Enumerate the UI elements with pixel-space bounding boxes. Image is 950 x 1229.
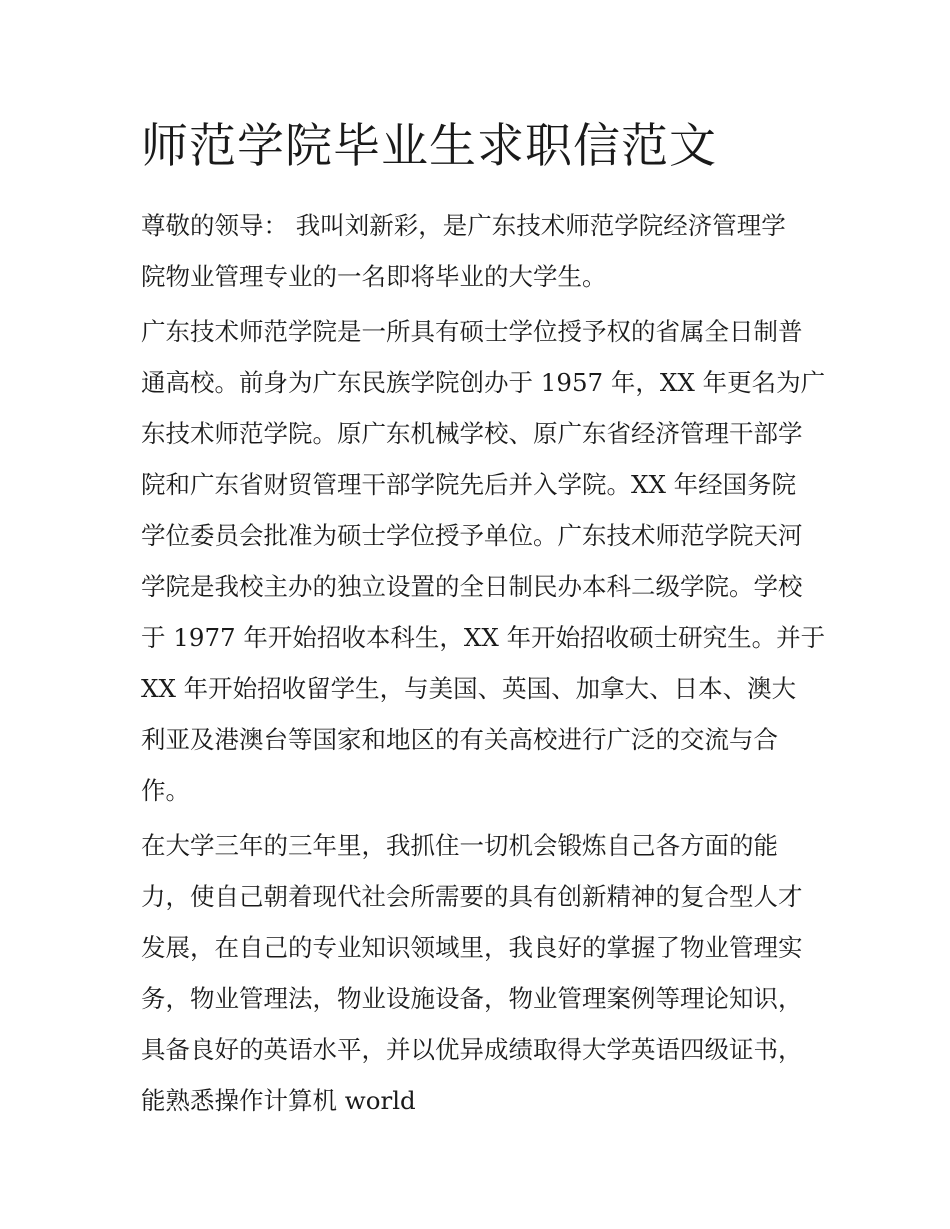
paragraph-personal-ability — [141, 820, 813, 1126]
text-line: 具备良好的英语水平，并以优异成绩取得大学英语四级证书， — [141, 1035, 803, 1064]
text-line: 广东技术师范学院是一所具有硕士学位授予权的省属全日制普 — [141, 317, 803, 346]
text-line: 利亚及港澳台等国家和地区的有关高校进行广泛的交流与合 — [141, 725, 778, 754]
text-line: 务，物业管理法，物业设施设备，物业管理案例等理论知识， — [141, 984, 803, 1013]
text-line: 东技术师范学院。原广东机械学校、原广东省经济管理干部学 — [141, 419, 803, 448]
document-title: 师范学院毕业生求职信范文 — [141, 119, 717, 174]
text-line: 院物业管理专业的一名即将毕业的大学生。 — [141, 262, 607, 291]
text-line: 在大学三年的三年里，我抓住一切机会锻炼自己各方面的能 — [141, 831, 778, 860]
document-content — [141, 112, 826, 1130]
paragraph-greeting — [141, 200, 813, 302]
text-line: 学位委员会批准为硕士学位授予单位。广东技术师范学院天河 — [141, 521, 803, 550]
text-line: 学院是我校主办的独立设置的全日制民办本科二级学院。学校 — [141, 572, 803, 601]
text-line: 发展，在自己的专业知识领域里，我良好的掌握了物业管理实 — [141, 933, 803, 962]
paragraph-school-intro — [141, 306, 826, 816]
text-line: 尊敬的领导： 我叫刘新彩，是广东技术师范学院经济管理学 — [141, 211, 786, 240]
text-line: 能熟悉操作计算机 world — [141, 1086, 416, 1115]
text-line: 力，使自己朝着现代社会所需要的具有创新精神的复合型人才 — [141, 882, 803, 911]
text-line: XX 年开始招收留学生，与美国、英国、加拿大、日本、澳大 — [141, 674, 797, 703]
text-line: 作。 — [141, 776, 190, 805]
text-line: 院和广东省财贸管理干部学院先后并入学院。XX 年经国务院 — [141, 470, 797, 499]
text-line: 于 1977 年开始招收本科生，XX 年开始招收硕士研究生。并于 — [141, 623, 826, 652]
text-line: 通高校。前身为广东民族学院创办于 1957 年，XX 年更名为广 — [141, 368, 826, 397]
